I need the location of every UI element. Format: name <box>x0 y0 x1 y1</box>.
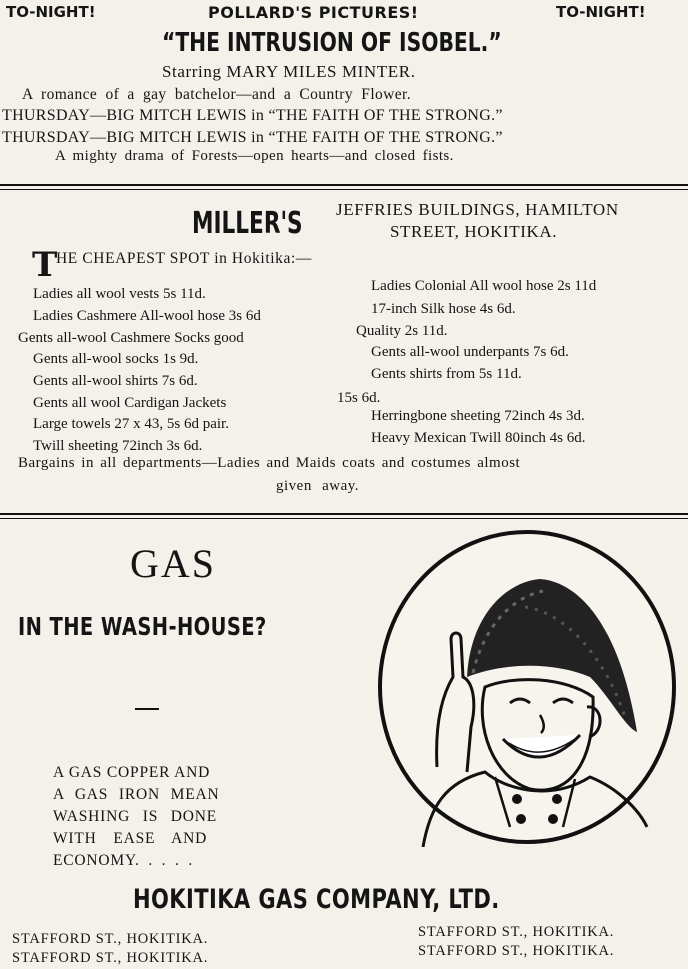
starring-line: Starring MARY MILES MINTER. <box>162 62 416 81</box>
bargains-line-2: given away. <box>276 478 359 494</box>
list-item: Gents all wool Cardigan Jackets <box>33 395 227 411</box>
list-item: Gents shirts from 5s 11d. <box>371 366 522 382</box>
gas-address-right-2: STAFFORD ST., HOKITIKA. <box>418 943 615 959</box>
list-item: Herringbone sheeting 72inch 4s 3d. <box>371 408 585 424</box>
gas-company-name: HOKITIKA GAS COMPANY, LTD. <box>133 884 500 915</box>
pollards-header: POLLARD'S PICTURES! <box>208 3 419 22</box>
column-rule-1 <box>0 184 688 186</box>
gas-address-left-2: STAFFORD ST., HOKITIKA. <box>12 950 209 966</box>
smiling-boy-illustration <box>375 527 679 847</box>
millers-intro: HE CHEAPEST SPOT in Hokitika:— <box>56 250 312 267</box>
column-rule-1b <box>0 189 688 190</box>
millers-address-1: JEFFRIES BUILDINGS, HAMILTON <box>336 200 619 219</box>
tonight-left: TO-NIGHT! <box>6 3 96 21</box>
gas-headline: GAS <box>130 541 217 586</box>
gas-body-line: A GAS IRON MEAN <box>53 786 220 803</box>
gas-body-line: WASHING IS DONE <box>53 808 218 825</box>
list-item: Quality 2s 11d. <box>356 323 448 339</box>
tonight-right: TO-NIGHT! <box>556 3 646 21</box>
list-item: 15s 6d. <box>337 390 381 406</box>
column-rule-2b <box>0 518 688 519</box>
list-item: Gents all-wool shirts 7s 6d. <box>33 373 198 389</box>
millers-name: MILLER'S <box>192 206 303 241</box>
short-divider <box>135 708 159 710</box>
list-item: Heavy Mexican Twill 80inch 4s 6d. <box>371 430 586 446</box>
romance-line: A romance of a gay batchelor—and a Country Flower. <box>22 86 412 103</box>
list-item: Ladies Cashmere All-wool hose 3s 6d <box>33 308 261 324</box>
list-item: Large towels 27 x 43, 5s 6d pair. <box>33 416 229 432</box>
drop-cap: T <box>32 245 58 285</box>
column-rule-2 <box>0 513 688 515</box>
list-item: Gents all-wool socks 1s 9d. <box>33 351 199 367</box>
thursday-line-2: THURSDAY—BIG MITCH LEWIS in “THE FAITH OF THE STRONG.” <box>2 129 503 146</box>
thursday-line-1: THURSDAY—BIG MITCH LEWIS in “THE FAITH OF THE STRONG.” <box>2 107 503 124</box>
millers-address-2: STREET, HOKITIKA. <box>390 222 558 241</box>
gas-subhead: IN THE WASH-HOUSE? <box>18 612 267 641</box>
film-title: “THE INTRUSION OF ISOBEL.” <box>162 28 502 58</box>
drama-line: A mighty drama of Forests—open hearts—and closed fists. <box>55 148 454 164</box>
gas-address-left-1: STAFFORD ST., HOKITIKA. <box>12 931 209 947</box>
gas-body-line: WITH EASE AND <box>53 830 208 847</box>
gas-body-line: A GAS COPPER AND <box>53 764 211 781</box>
gas-body-line: ECONOMY. . . . . <box>53 852 194 869</box>
list-item: Gents all-wool Cashmere Socks good <box>18 330 244 346</box>
list-item: Gents all-wool underpants 7s 6d. <box>371 344 569 360</box>
list-item: Twill sheeting 72inch 3s 6d. <box>33 438 203 454</box>
gas-address-right-1: STAFFORD ST., HOKITIKA. <box>418 924 615 940</box>
bargains-line-1: Bargains in all departments—Ladies and Maids coats and costumes almost <box>18 455 521 471</box>
list-item: Ladies Colonial All wool hose 2s 11d <box>371 278 597 294</box>
list-item: 17-inch Silk hose 4s 6d. <box>371 301 516 317</box>
list-item: Ladies all wool vests 5s 11d. <box>33 286 206 302</box>
